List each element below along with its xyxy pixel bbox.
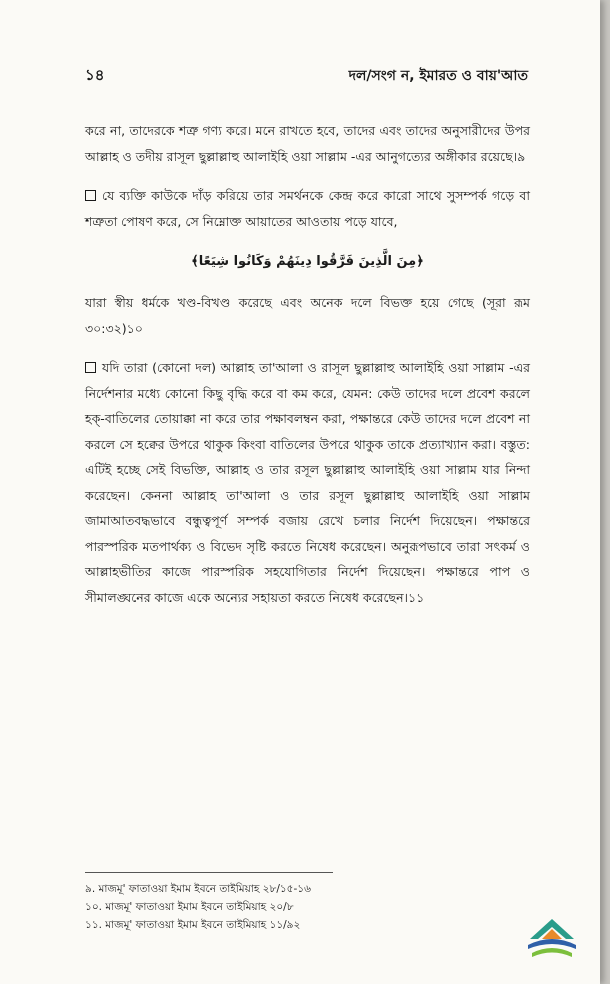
paragraph-2-text: যে ব্যক্তি কাউকে দাঁড় করিয়ে তার সমর্থনকে কেন্দ্র করে কারো সাথে সুসম্পর্ক গড়ে বা শত্রুতা পোষণ করে, সে নিম্নোক্ত আয়াতের আওতায় পড়ে যাবে, xyxy=(85,188,530,229)
running-title: দল/সংগ ন, ইমারত ও বায়'আত xyxy=(348,68,528,84)
publisher-logo-icon xyxy=(522,915,582,965)
square-bullet-icon xyxy=(85,362,96,373)
footnote-9: ৯. মাজমূ' ফাতাওয়া ইমাম ইবনে তাইমিয়াহ ২৮/১৫-১৬ xyxy=(85,883,311,895)
arabic-verse: ﴿مِنَ الَّذِينَ فَرَّقُوا دِينَهُمْ وَكَانُوا شِيَعًا﴾ xyxy=(191,254,424,269)
page-number: ১৪ xyxy=(85,66,105,84)
footnote-divider xyxy=(85,872,333,873)
page-header xyxy=(85,62,528,92)
footnotes xyxy=(85,880,525,934)
footnote-10: ১০. মাজমূ' ফাতাওয়া ইমাম ইবনে তাইমিয়াহ ২০/৮ xyxy=(85,901,294,913)
footnote-11: ১১. মাজমূ' ফাতাওয়া ইমাম ইবনে তাইমিয়াহ ১১/৯২ xyxy=(85,919,301,931)
body-text xyxy=(85,118,530,624)
paragraph-3: যারা স্বীয় ধর্মকে খণ্ড-বিখণ্ড করেছে এবং অনেক দলে বিভক্ত হয়ে গেছে (সূরা রূম ৩০:৩২)১০ xyxy=(85,295,530,336)
paragraph-4-text: যদি তারা (কোনো দল) আল্লাহ তা'আলা ও রাসূল ছুল্লাল্লাহু আলাইহি ওয়া সাল্লাম -এর নির্দেশনার মধ্যে কোনো কিছু বৃদ্ধি করে বা কম করে, যেমন: কেউ তাদের দলে প্রবেশ করলে হক্-বাতিলের তোয়াক্কা না করে তার পক্ষাবলম্বন করা, পক্ষান্তরে কেউ তাদের দলে প্রবেশ না করলে সে হক্বের উপরে থাকুক কিংবা বাতিলের উপরে থাকুক তাকে প্রত্যাখ্যান করা। বস্তুত: এটিই হচ্ছে সেই বিভক্তি, আল্লাহ ও তার রসূল ছুল্লাল্লাহু আলাইহি ওয়া সাল্লাম যার নিন্দা করেছেন। কেননা আল্লাহ তা'আলা ও তার রসূল ছুল্লাল্লাহু আলাইহি ওয়া সাল্লাম জামাআতবদ্ধভাবে বন্ধুত্বপূর্ণ সম্পর্ক বজায় রেখে চলার নির্দেশ দিয়েছেন। পক্ষান্তরে পারস্পরিক মতপার্থক্য ও বিভেদ সৃষ্টি করতে নিষেধ করেছেন। অনুরূপভাবে তারা সৎকর্ম ও আল্লাহভীতির কাজে পারস্পরিক সহযোগিতার নির্দেশ দিয়েছেন। পক্ষান্তরে পাপ ও সীমালঙ্ঘনের কাজে একে অন্যের সহায়তা করতে নিষেধ করেছেন।১১ xyxy=(85,360,530,605)
paragraph-2 xyxy=(85,183,530,234)
square-bullet-icon xyxy=(85,190,96,201)
paragraph-4 xyxy=(85,355,530,610)
paragraph-1: করে না, তাদেরকে শত্রু গণ্য করে। মনে রাখতে হবে, তাদের এবং তাদের অনুসারীদের উপর আল্লাহ ও তদীয় রাসূল ছুল্লাল্লাহু আলাইহি ওয়া সাল্লাম -এর আনুগত্যের অঙ্গীকার রয়েছে।৯ xyxy=(85,123,530,164)
